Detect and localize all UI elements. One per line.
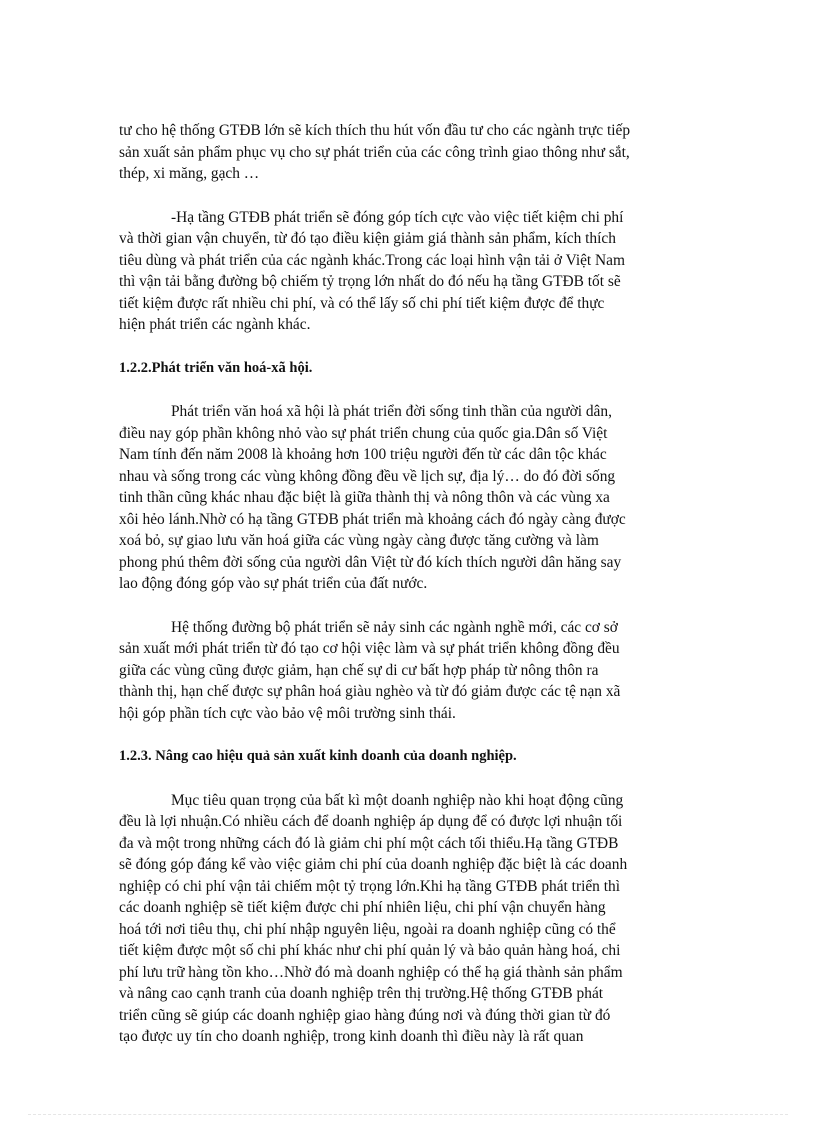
section-heading-1-2-3: 1.2.3. Nâng cao hiệu quả sản xuất kinh doanh của doanh nghiệp. bbox=[119, 748, 517, 764]
text-line: thành thị, hạn chế được sự phân hoá giàu nghèo và từ đó giảm được các tệ nạn xã bbox=[119, 683, 621, 700]
text-line: phong phú thêm đời sống của người dân Việt từ đó kích thích người dân hăng say bbox=[119, 553, 622, 571]
paragraph-5 bbox=[119, 790, 709, 1048]
text-line: nhau và sống trong các vùng không đồng đều về lịch sự, địa lý… do đó đời sống bbox=[119, 467, 616, 485]
text-line: và nâng cao cạnh tranh của doanh nghiệp trên thị trường.Hệ thống GTĐB phát bbox=[119, 985, 604, 1002]
section-heading-1-2-2: 1.2.2.Phát triển văn hoá-xã hội. bbox=[119, 359, 313, 376]
text-line: tinh thần cũng khác nhau đặc biệt là giữa thành thị và nông thôn và các vùng xa bbox=[119, 489, 610, 506]
text-line: điều nay góp phần không nhỏ vào sự phát triển chung của quốc gia.Dân số Việt bbox=[119, 424, 608, 442]
text-line: giữa các vùng cũng được giảm, hạn chế sự di cư bất hợp pháp từ nông thôn ra bbox=[119, 661, 599, 679]
paragraph-3 bbox=[119, 401, 709, 595]
text-line: thì vận tải bằng đường bộ chiếm tỷ trọng lớn nhất do đó nếu hạ tầng GTĐB tốt sẽ bbox=[119, 273, 621, 290]
text-line: hiện phát triển các ngành khác. bbox=[119, 316, 311, 333]
text-line: Nam tính đến năm 2008 là khoảng hơn 100 triệu người đến từ các dân tộc khác bbox=[119, 446, 607, 463]
text-line: tư cho hệ thống GTĐB lớn sẽ kích thích thu hút vốn đầu tư cho các ngành trực tiếp bbox=[119, 122, 631, 139]
text-line: Hệ thống đường bộ phát triển sẽ nảy sinh các ngành nghề mới, các cơ sở bbox=[171, 618, 618, 636]
text-line: triển cũng sẽ giúp các doanh nghiệp giao hàng đúng nơi và đúng thời gian từ đó bbox=[119, 1006, 611, 1024]
text-line: sản xuất sản phẩm phục vụ cho sự phát triển của các công trình giao thông như sắt, bbox=[119, 143, 630, 161]
text-line: tiết kiệm được rất nhiều chi phí, và có thể lấy số chi phí tiết kiệm được để thực bbox=[119, 294, 605, 312]
text-line: -Hạ tầng GTĐB phát triển sẽ đóng góp tích cực vào việc tiết kiệm chi phí bbox=[171, 208, 624, 226]
text-line: tạo được uy tín cho doanh nghiệp, trong kinh doanh thì điều này là rất quan bbox=[119, 1028, 584, 1045]
document-body bbox=[119, 120, 709, 1070]
paragraph-2 bbox=[119, 207, 709, 336]
page-bottom-divider bbox=[28, 1114, 788, 1115]
text-line: hoá tới nơi tiêu thụ, chi phí nhập nguyên liệu, ngoài ra doanh nghiệp cũng có thể bbox=[119, 920, 616, 938]
text-line: lao động đóng góp vào sự phát triển của đất nước. bbox=[119, 575, 428, 592]
text-line: hội góp phần tích cực vào bảo vệ môi trường sinh thái. bbox=[119, 704, 456, 722]
text-line: thép, xi măng, gạch … bbox=[119, 165, 260, 182]
text-line: tiêu dùng và phát triển của các ngành khác.Trong các loại hình vận tải ở Việt Nam bbox=[119, 251, 625, 269]
text-line: xôi hẻo lánh.Nhờ có hạ tầng GTĐB phát triển mà khoảng cách đó ngày càng được bbox=[119, 510, 626, 528]
text-line: tiết kiệm được một số chi phí khác như chi phí quản lý và bảo quản hàng hoá, chi bbox=[119, 942, 621, 959]
text-line: sản xuất mới phát triển từ đó tạo cơ hội việc làm và sự phát triển không đồng đều bbox=[119, 640, 620, 657]
text-line: nghiệp có chi phí vận tải chiếm một tỷ trọng lớn.Khi hạ tầng GTĐB phát triển thì bbox=[119, 877, 620, 895]
text-line: sẽ đóng góp đáng kể vào việc giảm chi phí của doanh nghiệp đặc biệt là các doanh bbox=[119, 856, 628, 873]
text-line: đa và một trong những cách đó là giảm chi phí một cách tối thiểu.Hạ tầng GTĐB bbox=[119, 834, 619, 852]
text-line: các doanh nghiệp sẽ tiết kiệm được chi phí nhiên liệu, chi phí vận chuyển hàng bbox=[119, 899, 606, 916]
text-line: phí lưu trữ hàng tồn kho…Nhờ đó mà doanh nghiệp có thể hạ giá thành sản phẩm bbox=[119, 963, 623, 981]
text-line: đều là lợi nhuận.Có nhiều cách để doanh nghiệp áp dụng để có được lợi nhuận tối bbox=[119, 813, 623, 830]
text-line: Mục tiêu quan trọng của bất kì một doanh nghiệp nào khi hoạt động cũng bbox=[171, 791, 624, 809]
text-line: và thời gian vận chuyển, từ đó tạo điều kiện giảm giá thành sản phẩm, kích thích bbox=[119, 230, 616, 247]
text-line: xoá bỏ, sự giao lưu văn hoá giữa các vùng ngày càng được tăng cường và làm bbox=[119, 532, 599, 549]
paragraph-4 bbox=[119, 617, 709, 725]
paragraph-1 bbox=[119, 120, 709, 185]
text-line: Phát triển văn hoá xã hội là phát triển đời sống tinh thần của người dân, bbox=[171, 403, 612, 420]
